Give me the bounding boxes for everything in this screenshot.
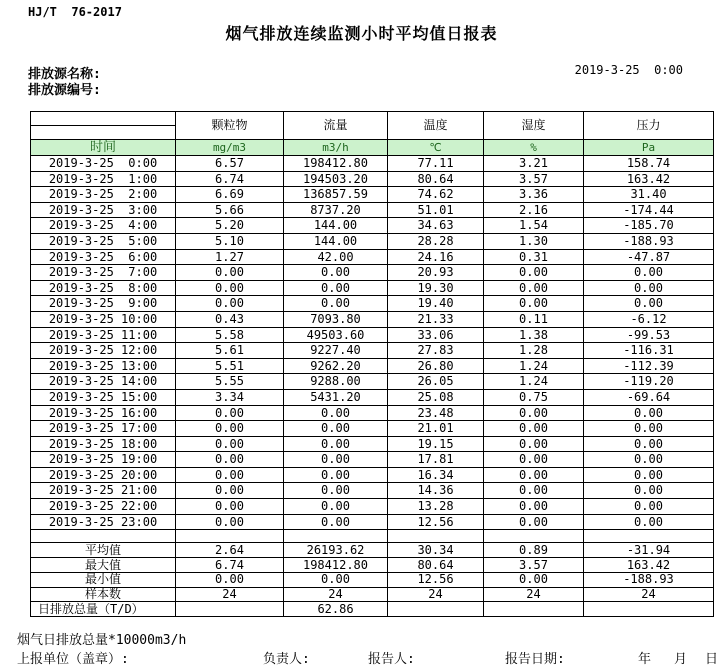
time-cell: 2019-3-25 9:00 xyxy=(31,296,176,312)
time-cell: 2019-3-25 0:00 xyxy=(31,156,176,172)
summary-value: 3.57 xyxy=(484,558,584,573)
value-cell: 0.00 xyxy=(484,514,584,530)
value-cell: -185.70 xyxy=(584,218,714,234)
summary-label: 日排放总量（T/D） xyxy=(31,602,176,617)
time-cell: 2019-3-25 23:00 xyxy=(31,514,176,530)
report-title: 烟气排放连续监测小时平均值日报表 xyxy=(225,24,498,43)
value-cell: 26.80 xyxy=(388,358,484,374)
summary-row xyxy=(31,602,714,617)
value-cell: 74.62 xyxy=(388,187,484,203)
summary-body xyxy=(31,543,714,617)
summary-label: 样本数 xyxy=(31,587,176,602)
value-cell: 80.64 xyxy=(388,171,484,187)
value-cell: -99.53 xyxy=(584,327,714,343)
value-cell: 0.11 xyxy=(484,311,584,327)
time-cell: 2019-3-25 17:00 xyxy=(31,421,176,437)
value-cell: 0.00 xyxy=(284,483,388,499)
value-cell: 0.00 xyxy=(284,452,388,468)
time-cell: 2019-3-25 16:00 xyxy=(31,405,176,421)
value-cell: 0.00 xyxy=(584,483,714,499)
hour-row xyxy=(31,171,714,187)
value-cell: 0.00 xyxy=(584,514,714,530)
time-cell: 2019-3-25 5:00 xyxy=(31,233,176,249)
value-cell: 0.00 xyxy=(176,421,284,437)
time-column-header: 时间 xyxy=(31,140,176,156)
value-cell: 0.00 xyxy=(176,280,284,296)
value-cell: 0.00 xyxy=(284,467,388,483)
summary-row xyxy=(31,587,714,602)
value-cell: 33.06 xyxy=(388,327,484,343)
summary-value: 24 xyxy=(584,587,714,602)
value-cell: 0.00 xyxy=(484,483,584,499)
reporter-label: 报告人: xyxy=(368,652,415,667)
value-cell: 163.42 xyxy=(584,171,714,187)
report-date-label: 报告日期: xyxy=(505,652,565,667)
value-cell: -112.39 xyxy=(584,358,714,374)
summary-value: 24 xyxy=(176,587,284,602)
summary-value: 0.00 xyxy=(484,572,584,587)
summary-value: 0.00 xyxy=(176,572,284,587)
value-cell: 1.24 xyxy=(484,358,584,374)
value-cell: 5.10 xyxy=(176,233,284,249)
value-cell: 0.00 xyxy=(584,436,714,452)
value-cell: 3.21 xyxy=(484,156,584,172)
hour-row xyxy=(31,405,714,421)
time-cell: 2019-3-25 6:00 xyxy=(31,249,176,265)
summary-value xyxy=(584,602,714,617)
summary-value: -188.93 xyxy=(584,572,714,587)
value-cell: 198412.80 xyxy=(284,156,388,172)
time-cell: 2019-3-25 19:00 xyxy=(31,452,176,468)
summary-label: 最小值 xyxy=(31,572,176,587)
value-cell: 49503.60 xyxy=(284,327,388,343)
value-cell: 5.20 xyxy=(176,218,284,234)
summary-value: 26193.62 xyxy=(284,543,388,558)
day-label: 日 xyxy=(705,652,719,667)
column-header-pressure: 压力 xyxy=(584,112,714,140)
standard-number: HJ/T 76-2017 xyxy=(28,5,122,19)
value-cell: 20.93 xyxy=(388,265,484,281)
value-cell: 6.74 xyxy=(176,171,284,187)
unit-flow: m3/h xyxy=(284,140,388,156)
value-cell: 0.00 xyxy=(284,499,388,515)
hour-row xyxy=(31,358,714,374)
value-cell: -174.44 xyxy=(584,202,714,218)
summary-value: 30.34 xyxy=(388,543,484,558)
spacer-cell xyxy=(584,530,714,543)
value-cell: 16.34 xyxy=(388,467,484,483)
value-cell: 0.00 xyxy=(284,296,388,312)
value-cell: 23.48 xyxy=(388,405,484,421)
spacer-cell xyxy=(284,530,388,543)
value-cell: 5.61 xyxy=(176,343,284,359)
value-cell: 144.00 xyxy=(284,218,388,234)
unit-pressure: Pa xyxy=(584,140,714,156)
report-datetime: 2019-3-25 0:00 xyxy=(574,63,683,77)
hour-row xyxy=(31,280,714,296)
source-code-label: 排放源编号: xyxy=(28,83,101,98)
value-cell: 0.00 xyxy=(484,421,584,437)
value-cell: 0.31 xyxy=(484,249,584,265)
value-cell: 3.57 xyxy=(484,171,584,187)
header-row-params xyxy=(31,112,714,126)
hour-row xyxy=(31,389,714,405)
column-header-humidity: 湿度 xyxy=(484,112,584,140)
value-cell: 12.56 xyxy=(388,514,484,530)
value-cell: 1.24 xyxy=(484,374,584,390)
value-cell: 0.00 xyxy=(584,467,714,483)
value-cell: 0.00 xyxy=(584,452,714,468)
value-cell: 2.16 xyxy=(484,202,584,218)
value-cell: 0.00 xyxy=(176,467,284,483)
value-cell: 5.58 xyxy=(176,327,284,343)
table-body xyxy=(31,156,714,530)
value-cell: 0.00 xyxy=(284,405,388,421)
time-cell: 2019-3-25 7:00 xyxy=(31,265,176,281)
value-cell: 26.05 xyxy=(388,374,484,390)
header-row-units xyxy=(31,140,714,156)
time-cell: 2019-3-25 18:00 xyxy=(31,436,176,452)
empty-header-cell-top xyxy=(31,112,176,126)
value-cell: 0.00 xyxy=(284,436,388,452)
value-cell: 1.38 xyxy=(484,327,584,343)
hour-row xyxy=(31,452,714,468)
hour-row xyxy=(31,187,714,203)
value-cell: -69.64 xyxy=(584,389,714,405)
value-cell: 1.30 xyxy=(484,233,584,249)
value-cell: 19.15 xyxy=(388,436,484,452)
value-cell: 13.28 xyxy=(388,499,484,515)
time-cell: 2019-3-25 3:00 xyxy=(31,202,176,218)
value-cell: 0.00 xyxy=(176,514,284,530)
value-cell: 0.00 xyxy=(176,483,284,499)
source-name-label: 排放源名称: xyxy=(28,67,101,82)
value-cell: 0.00 xyxy=(484,467,584,483)
unit-temperature: ℃ xyxy=(388,140,484,156)
hour-row xyxy=(31,265,714,281)
hour-row xyxy=(31,343,714,359)
value-cell: 0.00 xyxy=(284,280,388,296)
value-cell: 0.00 xyxy=(484,436,584,452)
value-cell: 0.43 xyxy=(176,311,284,327)
value-cell: -188.93 xyxy=(584,233,714,249)
value-cell: 0.00 xyxy=(176,296,284,312)
summary-label: 平均值 xyxy=(31,543,176,558)
value-cell: 5.51 xyxy=(176,358,284,374)
summary-value: 80.64 xyxy=(388,558,484,573)
value-cell: 0.00 xyxy=(176,405,284,421)
hour-row xyxy=(31,499,714,515)
hour-row xyxy=(31,156,714,172)
summary-value: 62.86 xyxy=(284,602,388,617)
value-cell: 158.74 xyxy=(584,156,714,172)
monitoring-table xyxy=(30,111,714,617)
value-cell: 28.28 xyxy=(388,233,484,249)
summary-label: 最大值 xyxy=(31,558,176,573)
time-cell: 2019-3-25 20:00 xyxy=(31,467,176,483)
value-cell: 144.00 xyxy=(284,233,388,249)
time-cell: 2019-3-25 13:00 xyxy=(31,358,176,374)
value-cell: 5431.20 xyxy=(284,389,388,405)
value-cell: -119.20 xyxy=(584,374,714,390)
time-cell: 2019-3-25 11:00 xyxy=(31,327,176,343)
time-cell: 2019-3-25 10:00 xyxy=(31,311,176,327)
value-cell: 14.36 xyxy=(388,483,484,499)
value-cell: 0.00 xyxy=(584,296,714,312)
value-cell: 0.00 xyxy=(584,499,714,515)
summary-value: 24 xyxy=(388,587,484,602)
value-cell: 6.69 xyxy=(176,187,284,203)
hour-row xyxy=(31,467,714,483)
report-unit-label: 上报单位（盖章）: xyxy=(17,652,129,667)
value-cell: 0.00 xyxy=(584,265,714,281)
empty-header-cell-bottom xyxy=(31,126,176,140)
summary-value: 12.56 xyxy=(388,572,484,587)
responsible-label: 负责人: xyxy=(263,652,310,667)
value-cell: 0.00 xyxy=(176,436,284,452)
value-cell: 51.01 xyxy=(388,202,484,218)
value-cell: 21.01 xyxy=(388,421,484,437)
value-cell: 19.30 xyxy=(388,280,484,296)
time-cell: 2019-3-25 2:00 xyxy=(31,187,176,203)
value-cell: -47.87 xyxy=(584,249,714,265)
hour-row xyxy=(31,233,714,249)
value-cell: 0.00 xyxy=(484,265,584,281)
hour-row xyxy=(31,202,714,218)
year-label: 年 xyxy=(638,652,652,667)
value-cell: 5.55 xyxy=(176,374,284,390)
value-cell: 0.00 xyxy=(584,280,714,296)
value-cell: 0.00 xyxy=(176,499,284,515)
time-cell: 2019-3-25 21:00 xyxy=(31,483,176,499)
value-cell: 0.00 xyxy=(284,421,388,437)
value-cell: 9262.20 xyxy=(284,358,388,374)
value-cell: 0.00 xyxy=(176,452,284,468)
value-cell: 0.75 xyxy=(484,389,584,405)
spacer-row xyxy=(31,530,714,543)
total-emission-note: 烟气日排放总量*10000m3/h xyxy=(17,633,187,648)
summary-value: 24 xyxy=(284,587,388,602)
time-cell: 2019-3-25 4:00 xyxy=(31,218,176,234)
value-cell: 24.16 xyxy=(388,249,484,265)
time-cell: 2019-3-25 15:00 xyxy=(31,389,176,405)
hour-row xyxy=(31,327,714,343)
value-cell: 0.00 xyxy=(176,265,284,281)
summary-value: 2.64 xyxy=(176,543,284,558)
value-cell: 1.54 xyxy=(484,218,584,234)
time-cell: 2019-3-25 14:00 xyxy=(31,374,176,390)
value-cell: 7093.80 xyxy=(284,311,388,327)
hour-row xyxy=(31,436,714,452)
value-cell: 0.00 xyxy=(284,265,388,281)
hour-row xyxy=(31,311,714,327)
spacer-cell xyxy=(388,530,484,543)
value-cell: 9288.00 xyxy=(284,374,388,390)
summary-value xyxy=(388,602,484,617)
value-cell: 0.00 xyxy=(484,499,584,515)
value-cell: 0.00 xyxy=(484,405,584,421)
summary-value: 24 xyxy=(484,587,584,602)
value-cell: 34.63 xyxy=(388,218,484,234)
value-cell: 42.00 xyxy=(284,249,388,265)
spacer-cell xyxy=(176,530,284,543)
value-cell: 21.33 xyxy=(388,311,484,327)
column-header-particulate: 颗粒物 xyxy=(176,112,284,140)
spacer-cell xyxy=(31,530,176,543)
column-header-temperature: 温度 xyxy=(388,112,484,140)
value-cell: 3.36 xyxy=(484,187,584,203)
hour-row xyxy=(31,296,714,312)
value-cell: 17.81 xyxy=(388,452,484,468)
value-cell: 0.00 xyxy=(484,452,584,468)
time-cell: 2019-3-25 8:00 xyxy=(31,280,176,296)
summary-value: 0.89 xyxy=(484,543,584,558)
value-cell: -116.31 xyxy=(584,343,714,359)
value-cell: 3.34 xyxy=(176,389,284,405)
summary-value: -31.94 xyxy=(584,543,714,558)
hour-row xyxy=(31,514,714,530)
value-cell: 1.28 xyxy=(484,343,584,359)
value-cell: 0.00 xyxy=(484,280,584,296)
value-cell: 27.83 xyxy=(388,343,484,359)
value-cell: 1.27 xyxy=(176,249,284,265)
value-cell: 5.66 xyxy=(176,202,284,218)
time-cell: 2019-3-25 1:00 xyxy=(31,171,176,187)
summary-row xyxy=(31,543,714,558)
hour-row xyxy=(31,249,714,265)
value-cell: 8737.20 xyxy=(284,202,388,218)
value-cell: -6.12 xyxy=(584,311,714,327)
value-cell: 9227.40 xyxy=(284,343,388,359)
hour-row xyxy=(31,218,714,234)
summary-value: 163.42 xyxy=(584,558,714,573)
value-cell: 6.57 xyxy=(176,156,284,172)
value-cell: 0.00 xyxy=(584,421,714,437)
value-cell: 19.40 xyxy=(388,296,484,312)
value-cell: 194503.20 xyxy=(284,171,388,187)
summary-value xyxy=(484,602,584,617)
column-header-flow: 流量 xyxy=(284,112,388,140)
unit-humidity: % xyxy=(484,140,584,156)
summary-value: 0.00 xyxy=(284,572,388,587)
summary-value: 6.74 xyxy=(176,558,284,573)
value-cell: 136857.59 xyxy=(284,187,388,203)
hour-row xyxy=(31,421,714,437)
value-cell: 25.08 xyxy=(388,389,484,405)
time-cell: 2019-3-25 22:00 xyxy=(31,499,176,515)
value-cell: 0.00 xyxy=(484,296,584,312)
unit-particulate: mg/m3 xyxy=(176,140,284,156)
summary-row xyxy=(31,558,714,573)
summary-row xyxy=(31,572,714,587)
hour-row xyxy=(31,483,714,499)
summary-value xyxy=(176,602,284,617)
value-cell: 31.40 xyxy=(584,187,714,203)
spacer-cell xyxy=(484,530,584,543)
summary-value: 198412.80 xyxy=(284,558,388,573)
time-cell: 2019-3-25 12:00 xyxy=(31,343,176,359)
value-cell: 0.00 xyxy=(284,514,388,530)
value-cell: 77.11 xyxy=(388,156,484,172)
value-cell: 0.00 xyxy=(584,405,714,421)
month-label: 月 xyxy=(674,652,688,667)
hour-row xyxy=(31,374,714,390)
